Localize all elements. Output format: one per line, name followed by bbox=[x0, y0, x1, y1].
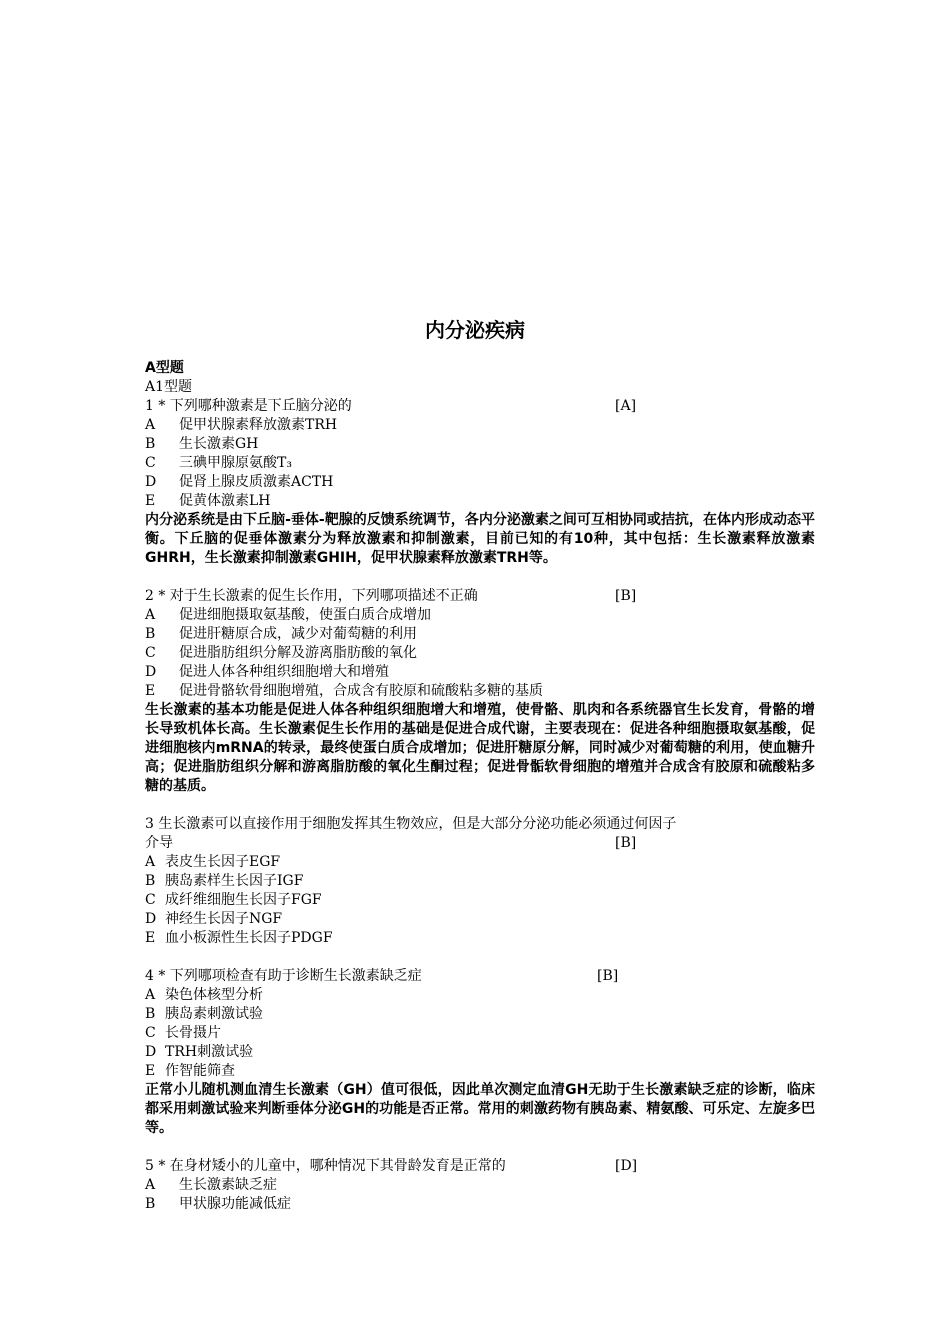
option-key: C bbox=[145, 1025, 156, 1041]
option-key: B bbox=[145, 1196, 156, 1212]
option-text: 促进人体各种组织细胞增大和增殖 bbox=[179, 664, 389, 680]
option-e bbox=[145, 929, 815, 948]
answer-key: [D] bbox=[615, 1158, 638, 1174]
option-text: 促进细胞摄取氨基酸，使蛋白质合成增加 bbox=[179, 607, 431, 623]
option-key: E bbox=[145, 493, 156, 509]
option-text: 促黄体激素LH bbox=[179, 493, 271, 509]
option-key: D bbox=[145, 911, 157, 927]
option-text: 生长激素GH bbox=[179, 436, 259, 452]
option-b bbox=[145, 1195, 815, 1214]
option-text: 表皮生长因子EGF bbox=[165, 854, 281, 870]
option-key: C bbox=[145, 645, 156, 661]
subsection-heading: A1型题 bbox=[145, 379, 193, 395]
answer-key: [B] bbox=[615, 588, 637, 604]
option-text: 血小板源性生长因子PDGF bbox=[165, 930, 333, 946]
option-key: A bbox=[145, 987, 156, 1003]
option-key: B bbox=[145, 626, 156, 642]
explanation: 正常小儿随机测血清生长激素（GH）值可很低，因此单次测定血清GH无助于生长激素缺乏症的诊断，临床都采用刺激试验来判断垂体分泌GH的功能是否正常。常用的刺激药物有胰岛素、精氨酸、可乐定、左旋多巴等。 bbox=[145, 1082, 815, 1136]
option-key: C bbox=[145, 892, 156, 908]
page-title: 内分泌疾病 bbox=[425, 318, 525, 342]
answer-key: [A] bbox=[615, 398, 637, 414]
option-key: C bbox=[145, 455, 156, 471]
question-stem: 4 * 下列哪项检查有助于诊断生长激素缺乏症 bbox=[145, 968, 422, 984]
option-b bbox=[145, 1005, 815, 1024]
option-text: 生长激素缺乏症 bbox=[179, 1177, 277, 1193]
option-e bbox=[145, 682, 815, 701]
option-text: 促甲状腺素释放激素TRH bbox=[179, 417, 338, 433]
question-4 bbox=[145, 967, 815, 1138]
option-key: D bbox=[145, 664, 157, 680]
option-key: E bbox=[145, 683, 156, 699]
option-key: B bbox=[145, 1006, 156, 1022]
option-b bbox=[145, 625, 815, 644]
option-d bbox=[145, 910, 815, 929]
question-stem: 1 * 下列哪种激素是下丘脑分泌的 bbox=[145, 398, 352, 414]
option-a bbox=[145, 416, 815, 435]
question-stem: 5 * 在身材矮小的儿童中，哪种情况下其骨龄发育是正常的 bbox=[145, 1158, 506, 1174]
option-c bbox=[145, 454, 815, 473]
option-a bbox=[145, 606, 815, 625]
option-key: A bbox=[145, 607, 156, 623]
answer-key: [B] bbox=[615, 835, 637, 851]
option-key: A bbox=[145, 417, 156, 433]
answer-key: [B] bbox=[597, 968, 619, 984]
option-text: 甲状腺功能减低症 bbox=[179, 1196, 291, 1212]
option-text: 神经生长因子NGF bbox=[165, 911, 283, 927]
question-5 bbox=[145, 1157, 815, 1214]
explanation: 生长激素的基本功能是促进人体各种组织细胞增大和增殖，使骨骼、肌肉和各系统器官生长发育，骨骼的增长导致机体长高。生长激素促生长作用的基础是促进合成代谢，主要表现在：促进各种细胞摄取氨基酸，促进细胞核内mRNA的转录，最终使蛋白质合成增加；促进肝糖原分解，同时减少对葡萄糖的利用，使血糖升高；促进脂肪组织分解和游离脂肪酸的氧化生酮过程；促进骨骺软骨细胞的增殖并合成含有胶原和硫酸粘多糖的基质。 bbox=[145, 702, 815, 794]
option-key: A bbox=[145, 1177, 156, 1193]
option-text: 染色体核型分析 bbox=[165, 987, 263, 1003]
option-e bbox=[145, 492, 815, 511]
option-text: 胰岛素样生长因子IGF bbox=[165, 873, 304, 889]
option-b bbox=[145, 435, 815, 454]
option-c bbox=[145, 891, 815, 910]
option-d bbox=[145, 663, 815, 682]
option-key: E bbox=[145, 1063, 156, 1079]
question-stem-line-2: 介导 bbox=[145, 835, 173, 851]
option-a bbox=[145, 1176, 815, 1195]
option-key: B bbox=[145, 873, 156, 889]
option-key: E bbox=[145, 930, 156, 946]
question-stem: 2 * 对于生长激素的促生长作用，下列哪项描述不正确 bbox=[145, 588, 478, 604]
option-text: 促进脂肪组织分解及游离脂肪酸的氧化 bbox=[179, 645, 417, 661]
option-text: 成纤维细胞生长因子FGF bbox=[165, 892, 322, 908]
option-text: 三碘甲腺原氨酸T₃ bbox=[179, 455, 292, 471]
option-c bbox=[145, 1024, 815, 1043]
option-text: TRH刺激试验 bbox=[165, 1044, 254, 1060]
question-3 bbox=[145, 815, 815, 948]
option-key: B bbox=[145, 436, 156, 452]
option-a bbox=[145, 986, 815, 1005]
option-text: 作智能筛查 bbox=[165, 1063, 235, 1079]
option-text: 胰岛素刺激试验 bbox=[165, 1006, 263, 1022]
section-heading: A型题 bbox=[145, 360, 184, 376]
option-text: 促进骨骼软骨细胞增殖，合成含有胶原和硫酸粘多糖的基质 bbox=[179, 683, 543, 699]
document-body bbox=[145, 359, 815, 1214]
option-text: 促肾上腺皮质激素ACTH bbox=[179, 474, 334, 490]
option-key: D bbox=[145, 474, 157, 490]
question-stem-line-1: 3 生长激素可以直接作用于细胞发挥其生物效应，但是大部分分泌功能必须通过何因子 bbox=[145, 816, 677, 832]
question-2 bbox=[145, 587, 815, 796]
option-text: 长骨摄片 bbox=[165, 1025, 221, 1041]
option-b bbox=[145, 872, 815, 891]
option-d bbox=[145, 473, 815, 492]
option-c bbox=[145, 644, 815, 663]
option-key: A bbox=[145, 854, 156, 870]
option-d bbox=[145, 1043, 815, 1062]
option-e bbox=[145, 1062, 815, 1081]
explanation: 内分泌系统是由下丘脑-垂体-靶腺的反馈系统调节，各内分泌激素之间可互相协同或拮抗，在体内形成动态平衡。下丘脑的促垂体激素分为释放激素和抑制激素，目前已知的有10种，其中包括：生长激素释放激素GHRH，生长激素抑制激素GHIH，促甲状腺素释放激素TRH等。 bbox=[145, 512, 815, 566]
option-key: D bbox=[145, 1044, 157, 1060]
option-a bbox=[145, 853, 815, 872]
option-text: 促进肝糖原合成，减少对葡萄糖的利用 bbox=[179, 626, 417, 642]
question-1 bbox=[145, 397, 815, 568]
